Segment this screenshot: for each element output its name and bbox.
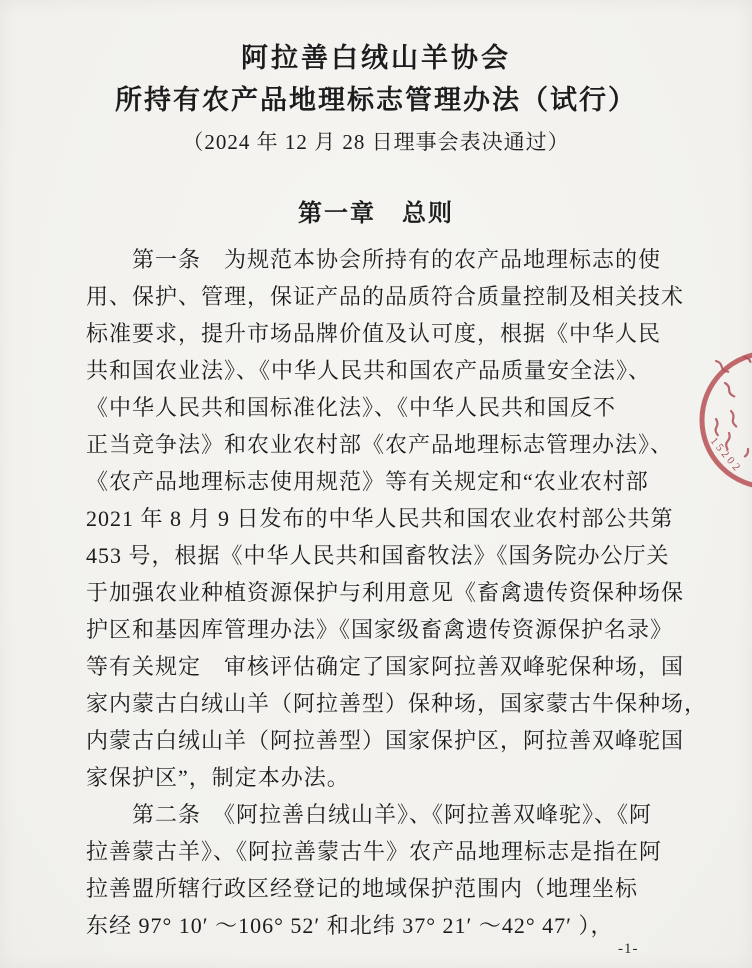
document-title-line2: 所持有农产品地理标志管理办法（试行） [115, 85, 637, 115]
body-line: 第一条 为规范本协会所持有的农产品地理标志的使 [86, 247, 662, 272]
body-line: 东经 97° 10′ ～106° 52′ 和北纬 37° 21′ ～42° 47′ ）， [86, 913, 614, 938]
body-line: 共和国农业法》、《中华人民共和国农产品质量安全法》、 [86, 358, 652, 383]
body-line: 拉善蒙古羊》、《阿拉善蒙古牛》农产品地理标志是指在阿 [86, 839, 663, 864]
chapter-heading: 第一章 总则 [298, 201, 454, 227]
body-line: 等有关规定 审核评估确定了国家阿拉善双峰驼保种场，国 [86, 654, 685, 679]
body-line: 家内蒙古白绒山羊（阿拉善型）保种场，国家蒙古牛保种场， [86, 691, 708, 716]
body-line: 《农产品地理标志使用规范》等有关规定和“农业农村部 [86, 469, 649, 494]
body-line: 内蒙古白绒山羊（阿拉善型）国家保护区，阿拉善双峰驼国 [86, 728, 685, 753]
body-line: 标准要求，提升市场品牌价值及认可度，根据《中华人民 [86, 321, 662, 346]
document-title-line1: 阿拉善白绒山羊协会 [241, 43, 511, 73]
body-line: 2021 年 8 月 9 日发布的中华人民共和国农业农村部公共第 [86, 506, 674, 531]
body-line: 第二条 《阿拉善白绒山羊》、《阿拉善双峰驼》、《阿 [86, 802, 653, 827]
body-line: 家保护区”，制定本办法。 [86, 765, 350, 790]
body-line: 正当竞争法》和农业农村部《农产品地理标志管理办法》、 [86, 432, 674, 457]
body-line: 于加强农业种植资源保护与利用意见《畜禽遗传资保种场保 [86, 580, 685, 605]
page-number: -1- [618, 941, 639, 957]
red-official-seal-partial [692, 345, 752, 495]
body-line: 用、保护、管理，保证产品的品质符合质量控制及相关技术 [86, 284, 685, 309]
document-body [86, 241, 708, 944]
body-line: 护区和基因库管理办法》《国家级畜禽遗传资源保护名录》 [86, 617, 674, 642]
approval-date-line: （2024 年 12 月 28 日理事会表决通过） [182, 130, 570, 154]
seal-number: 15202 [707, 435, 745, 476]
body-line: 453 号，根据《中华人民共和国畜牧法》《国务院办公厅关 [86, 543, 670, 568]
body-line: 拉善盟所辖行政区经登记的地域保护范围内（地理坐标 [86, 876, 639, 901]
body-line: 《中华人民共和国标准化法》、《中华人民共和国反不 [86, 395, 617, 420]
